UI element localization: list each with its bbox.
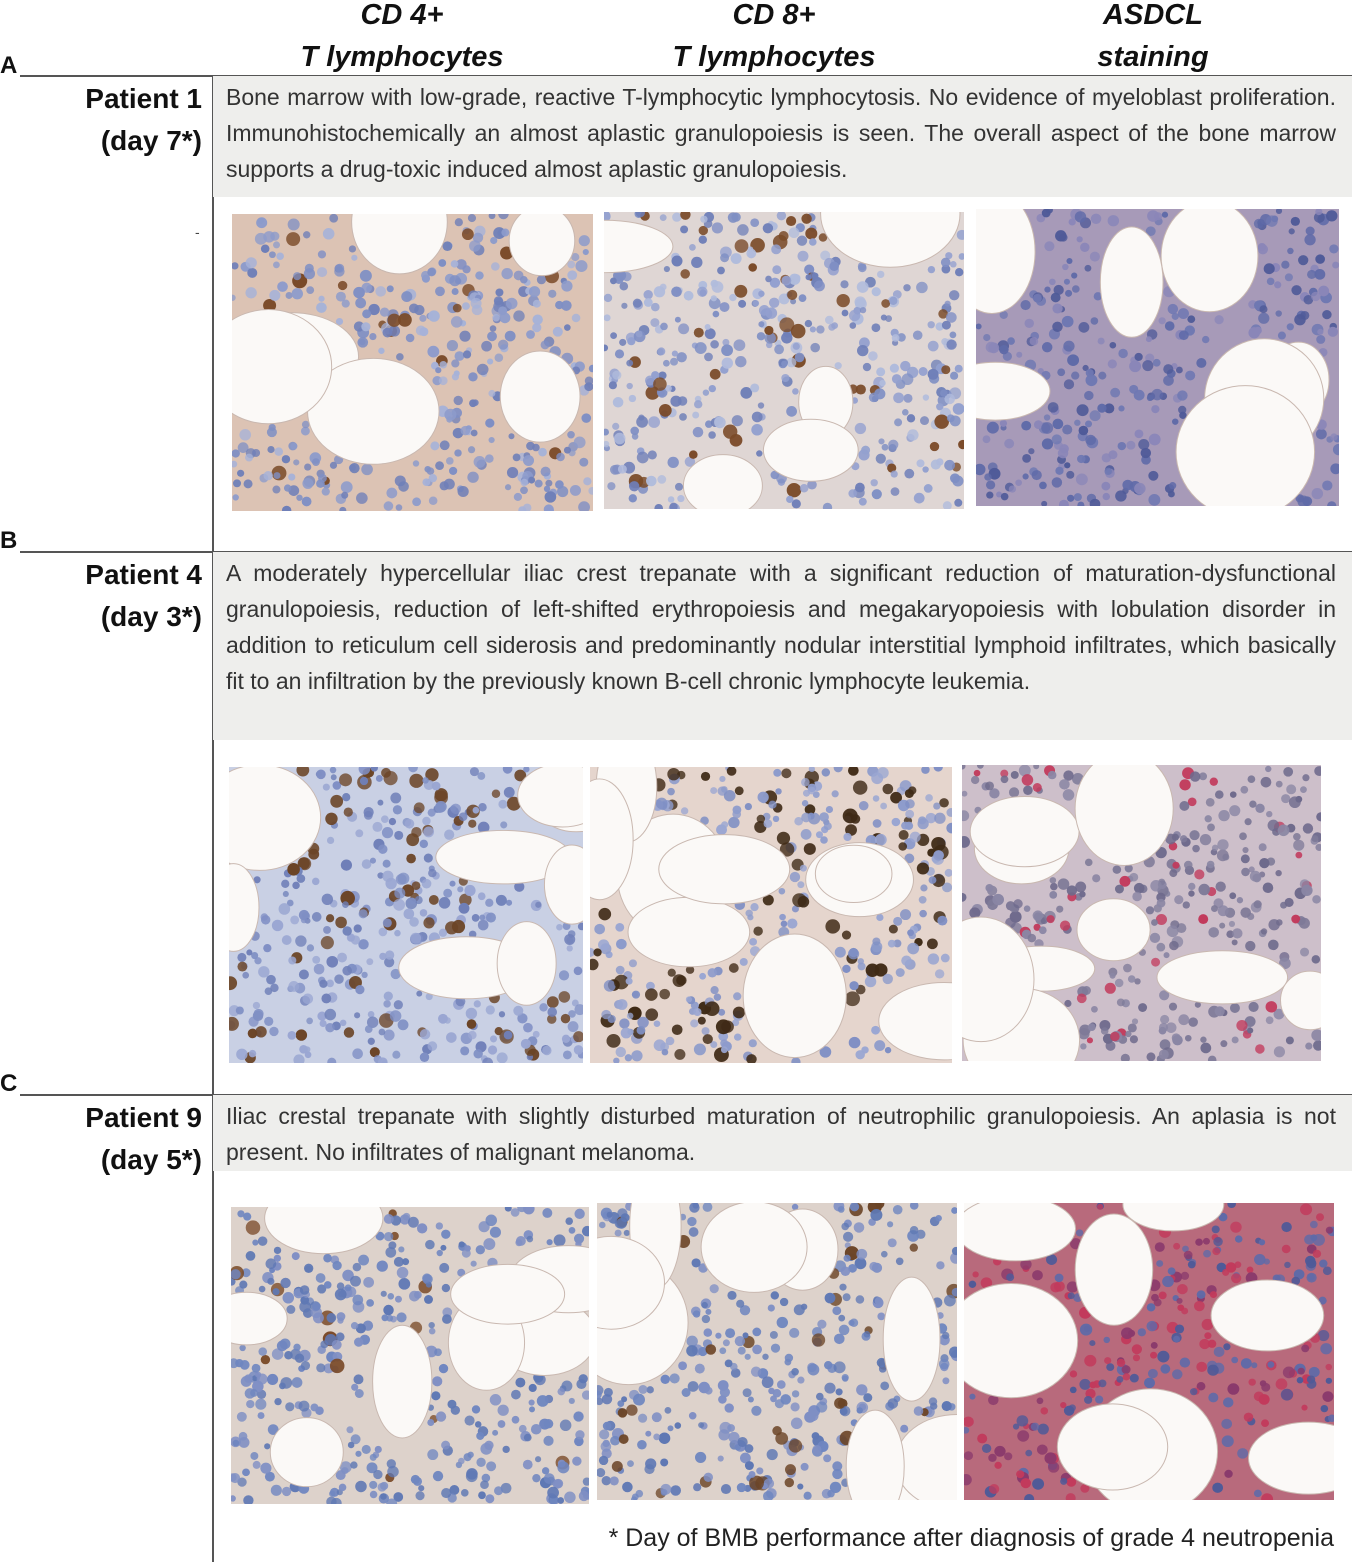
micrograph-c-cd4	[231, 1207, 589, 1504]
micrograph-c-asdcl	[964, 1203, 1334, 1500]
vertical-divider	[212, 75, 214, 1562]
patient-day: (day 7*)	[100, 125, 202, 156]
column-header-line2: T lymphocytes	[672, 41, 876, 73]
patient-day: (day 5*)	[100, 1144, 202, 1175]
micrograph-a-cd4	[232, 214, 593, 511]
patient-name: Patient 1	[85, 83, 202, 114]
column-header-cd4	[252, 0, 552, 78]
footnote: * Day of BMB performance after diagnosis of grade 4 neutropenia	[608, 1524, 1334, 1552]
panel-description-c: Iliac crestal trepanate with slightly disturbed maturation of neutrophilic granulopoiesis. An aplasia is not present. No infiltrates of malignant melanoma.	[213, 1095, 1352, 1171]
panel-letter-c: C	[0, 1070, 18, 1097]
column-header-line1: CD 4+	[360, 0, 444, 31]
micrograph-a-cd8	[604, 212, 964, 509]
patient-day: (day 3*)	[100, 601, 202, 632]
patient-label-9	[20, 1097, 202, 1181]
micrograph-b-cd8	[590, 767, 952, 1063]
micrograph-b-asdcl	[962, 765, 1321, 1061]
micrograph-a-asdcl	[976, 209, 1339, 506]
micrograph-c-cd8	[597, 1203, 957, 1500]
column-header-line2: T lymphocytes	[300, 41, 504, 73]
stray-dot: -	[195, 224, 200, 240]
patient-name: Patient 9	[85, 1102, 202, 1133]
column-header-cd8	[624, 0, 924, 78]
column-header-line1: CD 8+	[732, 0, 816, 31]
panel-letter-b: B	[0, 527, 18, 554]
panel-letter-a: A	[0, 52, 18, 79]
column-header-line2: staining	[1097, 41, 1209, 73]
micrograph-b-cd4	[229, 767, 583, 1063]
panel-description-a: Bone marrow with low-grade, reactive T-lymphocytic lymphocytosis. No evidence of myeloblast proliferation. Immunohistochemically an almost aplastic granulopoiesis is seen. The overall aspect of the bone marrow supports a drug-toxic induced almost aplastic granulopoiesis.	[213, 76, 1352, 197]
column-header-line1: ASDCL	[1103, 0, 1203, 31]
column-header-asdcl	[1003, 0, 1303, 78]
panel-description-b: A moderately hypercellular iliac crest trepanate with a significant reduction of maturation-dysfunctional granulopoiesis, reduction of left-shifted erythropoiesis and megakaryopoiesis with lobulation disorder in addition to reticulum cell siderosis and predominantly nodular interstitial lymphoid infiltrates, which basically fit to an infiltration by the previously known B-cell chronic lymphocyte leukemia.	[213, 552, 1352, 740]
patient-label-4	[20, 554, 202, 638]
patient-label-1	[20, 78, 202, 162]
patient-name: Patient 4	[85, 559, 202, 590]
